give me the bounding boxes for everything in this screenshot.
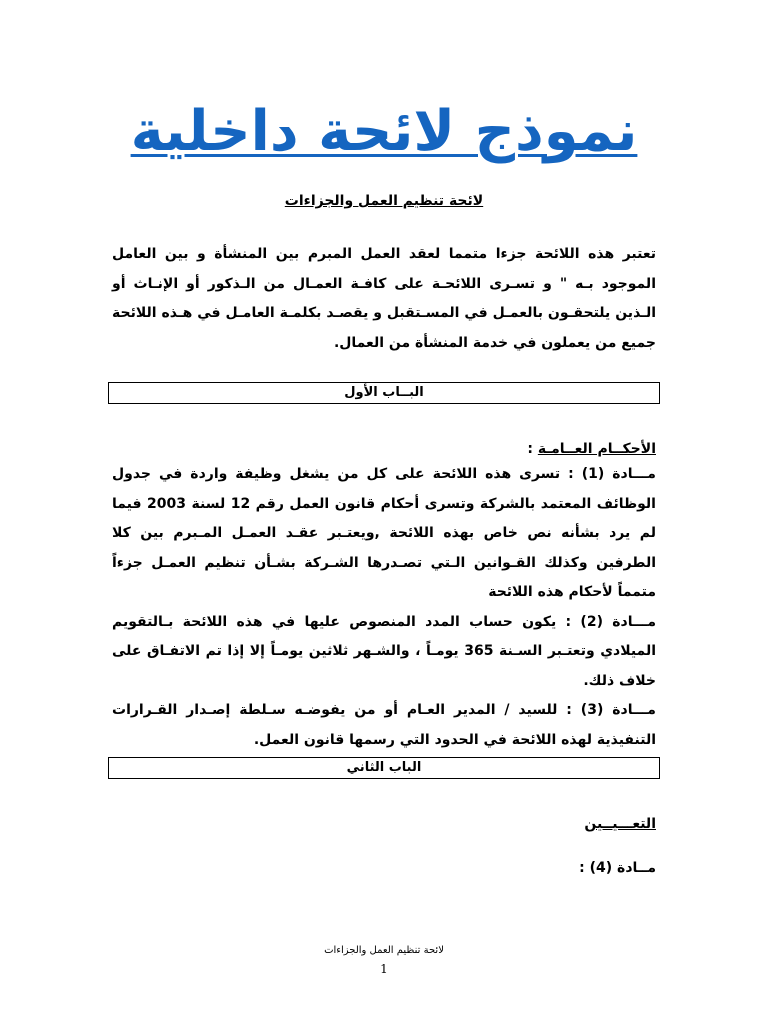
page-footer: لائحة تنظيم العمل والجزاءات (324, 945, 444, 956)
appointment-heading (584, 813, 656, 835)
general-provisions-heading (527, 438, 656, 460)
page-number: 1 (380, 962, 388, 976)
articles-block (112, 460, 656, 755)
document-title: نموذج لائحة داخلية (130, 99, 638, 164)
appointment-label: التعـــيــين (584, 816, 656, 832)
chapter-2-heading: الباب الثاني (108, 757, 660, 779)
article-2: مـــادة (2) : يكون حساب المدد المنصوص عليها في هذه اللائحة بـالتقويم الميلادي وتعتـبر السـنة 365 يومـاً ، والشـهر ثلاثين يومـاً إلا إذا تم الاتفـاق على خلاف ذلك. (112, 613, 656, 689)
document-subtitle: لائحة تنظيم العمل والجزاءات (284, 193, 484, 209)
article-4-heading: مــادة (4) : (579, 860, 656, 876)
article-3: مـــادة (3) : للسيد / المدير العـام أو من يفوضـه سـلطة إصـدار القـرارات التنفيذية لهذه اللائحة في الحدود التي رسمها قانون العمل. (112, 702, 656, 748)
intro-paragraph: تعتبر هذه اللائحة جزءا متمما لعقد العمل المبرم بين المنشأة و بين العامل الموجود بـه " و تسـرى اللائحـة على كافـة العمـال من الـذكور أو الإنـاث أو الـذين يلتحقـون بالعمـل في المسـتقبل و يقصـد بكلمـة العامـل في هـذه اللائحة جميع من يعملون في خدمة المنشأة من العمال. (112, 246, 656, 351)
article-1: مـــادة (1) : تسرى هذه اللائحة على كل من يشغل وظيفة واردة في جدول الوظائف المعتمد بالشركة وتسرى أحكام قانون العمل رقم 12 لسنة 2003 فيما لم يرد بشأنه نص خاص بهذه اللائحة ,ويعتـبر عقـد العمـل المـبرم بين كلا الطرفين وكذلك القـوانين الـتي تصـدرها الشـركة بشـأن تنظيم العمـل جزءاً متمماً لأحكام هذه اللائحة (112, 466, 656, 600)
general-provisions-label: الأحكــام العــامـة (537, 441, 656, 457)
chapter-1-heading: البــاب الأول (108, 382, 660, 404)
general-provisions-colon: : (527, 441, 538, 457)
